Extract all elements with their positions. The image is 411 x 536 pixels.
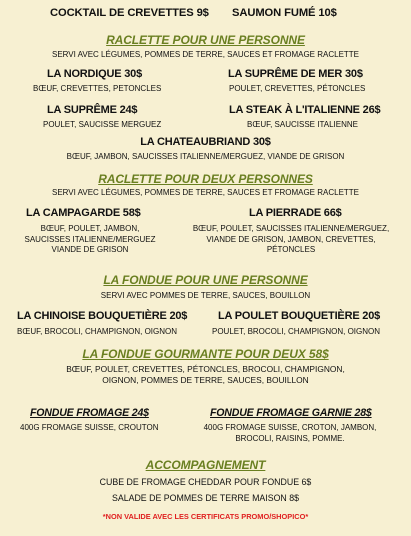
- menu-item-name: LA CHATEAUBRIAND 30$: [140, 136, 271, 148]
- menu-item-name: LA NORDIQUE 30$: [47, 68, 143, 80]
- menu-item-desc: POULET, SAUCISSE MERGUEZ: [43, 120, 162, 129]
- menu-item-desc: BŒUF, CREVETTES, PETONCLES: [33, 84, 162, 93]
- menu-item-name: LA CHINOISE BOUQUETIÈRE 20$: [17, 310, 188, 322]
- menu-item-name: LA SUPRÊME 24$: [47, 104, 138, 116]
- side-item: SALADE DE POMMES DE TERRE MAISON 8$: [111, 493, 300, 503]
- menu-item-desc: BŒUF, POULET, SAUCISSES ITALIENNE/MERGUEZ, VIANDE DE GRISON, JAMBON, CREVETTES, PÉTONCLES: [192, 224, 390, 254]
- menu-item-name: LA STEAK À L'ITALIENNE 26$: [229, 104, 381, 116]
- section-subtitle: SERVI AVEC LÉGUMES, POMMES DE TERRE, SAUCES ET FROMAGE RACLETTE: [51, 188, 360, 197]
- menu-item-saumon: SAUMON FUMÉ 10$: [232, 7, 337, 19]
- section-title-fondue-two: LA FONDUE GOURMANTE POUR DEUX 58$: [82, 347, 329, 361]
- menu-item-name: FONDUE FROMAGE GARNIE 28$: [210, 407, 372, 419]
- menu-item-name: FONDUE FROMAGE 24$: [30, 407, 149, 419]
- menu-item-desc: BŒUF, SAUCISSE ITALIENNE: [247, 120, 358, 129]
- menu-item-desc: 400G FROMAGE SUISSE, CROTON, JAMBON, BROCOLI, RAISINS, POMME.: [203, 423, 377, 443]
- menu-item-name: LA SUPRÊME DE MER 30$: [228, 68, 363, 80]
- section-subtitle: SERVI AVEC POMMES DE TERRE, SAUCES, BOUILLON: [100, 291, 311, 300]
- section-subtitle: SERVI AVEC LÉGUMES, POMMES DE TERRE, SAUCES ET FROMAGE RACLETTE: [51, 50, 360, 59]
- menu-item-name: LA CAMPAGARDE 58$: [26, 207, 141, 219]
- section-title-raclette-one: RACLETTE POUR UNE PERSONNE: [106, 33, 305, 47]
- section-title-fondue-one: LA FONDUE POUR UNE PERSONNE: [103, 273, 308, 287]
- promo-warning: *NON VALIDE AVEC LES CERTIFICATS PROMO/SHOPICO*: [102, 512, 309, 521]
- menu-item-desc: POULET, CREVETTES, PÉTONCLES: [229, 84, 366, 93]
- menu-item-desc: BŒUF, POULET, JAMBON, SAUCISSES ITALIENNE/MERGUEZ VIANDE DE GRISON: [24, 224, 156, 254]
- section-title-raclette-two: RACLETTE POUR DEUX PERSONNES: [98, 172, 313, 186]
- menu-item-desc: BŒUF, JAMBON, SAUCISSES ITALIENNE/MERGUEZ, VIANDE DE GRISON: [66, 152, 345, 161]
- menu-item-name: LA PIERRADE 66$: [249, 207, 342, 219]
- menu-item-desc: 400G FROMAGE SUISSE, CROUTON: [20, 423, 159, 432]
- menu-item-desc: BŒUF, POULET, CREVETTES, PÉTONCLES, BROCOLI, CHAMPIGNON, OIGNON, POMMES DE TERRE, SAUCES, BOUILLON: [66, 364, 345, 385]
- menu-item-name: LA POULET BOUQUETIÈRE 20$: [218, 310, 381, 322]
- side-item: CUBE DE FROMAGE CHEDDAR POUR FONDUE 6$: [99, 477, 312, 487]
- menu-item-cocktail: COCKTAIL DE CREVETTES 9$: [50, 7, 209, 19]
- menu-item-desc: POULET, BROCOLI, CHAMPIGNON, OIGNON: [212, 327, 381, 336]
- menu-item-desc: BŒUF, BROCOLI, CHAMPIGNON, OIGNON: [17, 327, 178, 336]
- section-title-accompagnement: ACCOMPAGNEMENT: [145, 458, 266, 472]
